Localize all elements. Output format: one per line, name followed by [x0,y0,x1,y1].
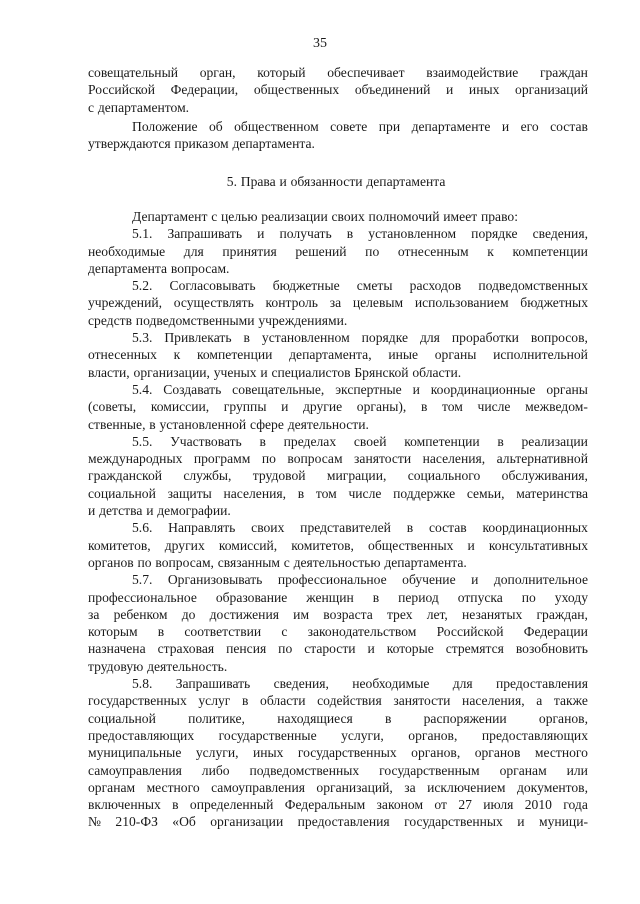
text-line: комитетов, других комиссий, комитетов, общественных и консультативных [88,537,588,553]
text-line: социальной защиты населения, в том числе поддержке семьи, материнства [88,485,588,501]
text-line: 5. Права и обязанности департамента [226,174,446,189]
rights-list [88,208,588,831]
text-line: ственные, в установленной сфере деятельности. [88,416,369,432]
text-line: (советы, комиссии, группы и другие органы), в том числе межведом- [88,399,588,415]
text-line: 5.5. Участвовать в пределах своей компетенции в реализации [132,433,588,449]
text-line: утверждаются приказом департамента. [88,136,315,152]
text-line: № 210-ФЗ «Об организации предоставления государственных и муници- [88,814,588,830]
text-line: 5.2. Согласовывать бюджетные сметы расходов подведомственных [132,278,588,294]
text-line: с департаментом. [88,99,190,115]
text-line: 5.8. Запрашивать сведения, необходимые для предоставления [132,676,588,692]
text-line: включенных в определенный Федеральным законом от 27 июля 2010 года [88,797,588,813]
council-paragraph [88,118,588,153]
text-line: департамента вопросам. [88,260,230,276]
intro-paragraph-continuation [88,64,588,116]
text-line: совещательный орган, который обеспечивает взаимодействие граждан [88,65,588,80]
text-line: отнесенных к компетенции департамента, иные органы исполнительной [88,347,588,363]
text-line: Российской Федерации, общественных объединений и иных организаций [88,82,588,98]
text-line: 5.4. Создавать совещательные, экспертные и координационные органы [132,381,588,397]
text-line: 5.1. Запрашивать и получать в установленном порядке сведения, [132,226,588,242]
text-line: предоставляющих государственные услуги, органов, предоставляющих [88,727,588,743]
page-number: 35 [313,36,327,51]
text-line: профессиональное образование женщин в период отпуска по уходу [88,589,588,605]
text-line: необходимые для принятия решений по отнесенным к компетенции [88,243,588,259]
text-line: которым в соответствии с законодательством Российской Федерации [88,624,588,640]
text-line: 5.6. Направлять своих представителей в состав координационных [132,520,588,536]
text-line: государственных услуг в области содействия занятости населения, а также [88,693,588,709]
text-line: учреждений, осуществлять контроль за целевым использованием бюджетных [88,295,588,311]
text-line: 5.7. Организовывать профессиональное обучение и дополнительное [132,572,588,588]
text-line: самоуправления либо подведомственных государственным органам или [88,762,588,778]
text-line: социальной политике, находящиеся в распоряжении органов, [88,710,588,726]
text-line: 5.3. Привлекать в установленном порядке для проработки вопросов, [132,330,588,346]
text-line: Положение об общественном совете при департаменте и его состав [132,119,588,134]
text-line: и детства и демографии. [88,503,231,519]
section-heading [88,173,588,190]
text-line: органам местного самоуправления организаций, за исключением документов, [88,779,588,795]
text-line: власти, организации, ученых и специалистов Брянской области. [88,364,462,380]
text-line: трудовую деятельность. [88,658,228,674]
text-line: за ребенком до достижения им возраста трех лет, незанятых граждан, [88,606,588,622]
text-line: международных программ по вопросам занятости населения, альтернативной [88,451,588,467]
text-line: назначена страховая пенсия по старости и которые стремятся возобновить [88,641,588,657]
text-line: муниципальные услуги, иных государственных органов, органов местного [88,745,588,761]
text-line: средств подведомственными учреждениями. [88,312,348,328]
text-line: гражданской службы, трудовой миграции, социального обслуживания, [88,468,588,484]
text-line: органов по вопросам, связанным с деятельностью департамента. [88,554,467,570]
text-line: Департамент с целью реализации своих полномочий имеет право: [132,209,518,224]
